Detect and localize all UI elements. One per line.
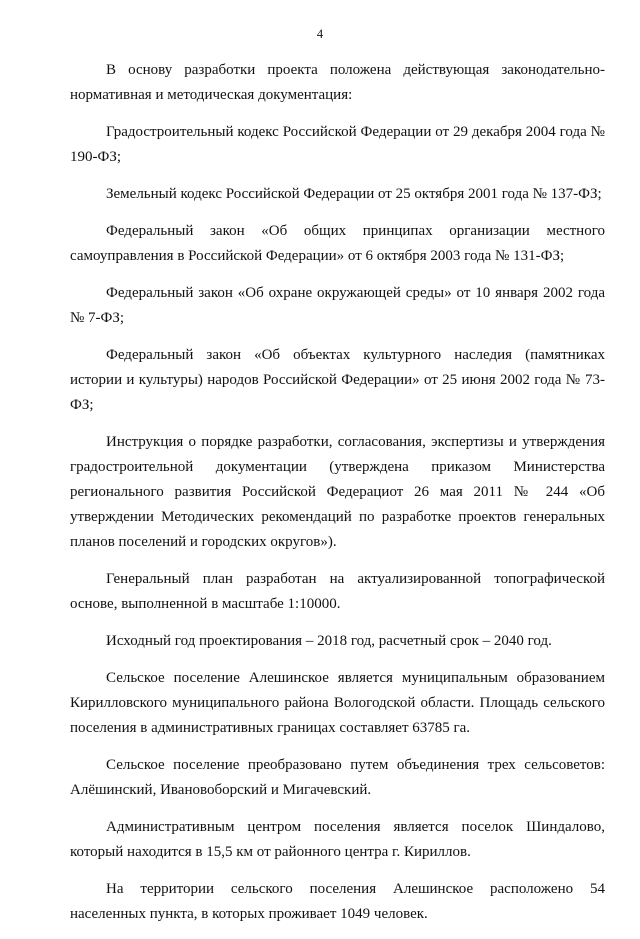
paragraph-local-government-law: Федеральный закон «Об общих принципах организации местного самоуправления в Российской Федерации» от 6 октября 2003 года № 131-ФЗ; xyxy=(70,223,605,264)
paragraph-merger: Сельское поселение преобразовано путем объединения трех сельсоветов: Алёшинский, Ивановоборский и Мигачевский. xyxy=(70,757,605,798)
paragraph-population: На территории сельского поселения Алешинское расположено 54 населенных пункта, в которых проживает 1049 человек. xyxy=(70,881,605,922)
paragraph-basis: В основу разработки проекта положена действующая законодательно-нормативная и методическая документация: xyxy=(70,62,605,103)
paragraph-topographic-basis: Генеральный план разработан на актуализированной топографической основе, выполненной в масштабе 1:10000. xyxy=(70,571,605,612)
paragraph-cultural-heritage-law: Федеральный закон «Об объектах культурного наследия (памятниках истории и культуры) народов Российской Федерации» от 25 июня 2002 года № 73-ФЗ; xyxy=(70,347,605,413)
paragraph-urban-code: Градостроительный кодекс Российской Федерации от 29 декабря 2004 года № 190-ФЗ; xyxy=(70,124,605,165)
document-body xyxy=(70,58,605,939)
paragraph-settlement-area: Сельское поселение Алешинское является муниципальным образованием Кирилловского муниципального района Вологодской области. Площадь сельского поселения в административных границах составляет 63785 га. xyxy=(70,670,605,736)
paragraph-land-code: Земельный кодекс Российской Федерации от 25 октября 2001 года № 137-ФЗ; xyxy=(106,186,602,202)
paragraph-environment-law: Федеральный закон «Об охране окружающей среды» от 10 января 2002 года № 7-ФЗ; xyxy=(70,285,605,326)
page-number: 4 xyxy=(316,27,324,41)
paragraph-instruction: Инструкция о порядке разработки, согласования, экспертизы и утверждения градостроительной документации (утверждена приказом Министерства регионального развития Российской Федерациот 26 мая 2011 № 244 «Об утверждении Методических рекомендаций по разработке проектов генеральных планов поселений и городских округов»). xyxy=(70,434,605,550)
paragraph-admin-center: Административным центром поселения является поселок Шиндалово, который находится в 15,5 км от районного центра г. Кириллов. xyxy=(70,819,605,860)
paragraph-design-years: Исходный год проектирования – 2018 год, расчетный срок – 2040 год. xyxy=(106,633,552,649)
